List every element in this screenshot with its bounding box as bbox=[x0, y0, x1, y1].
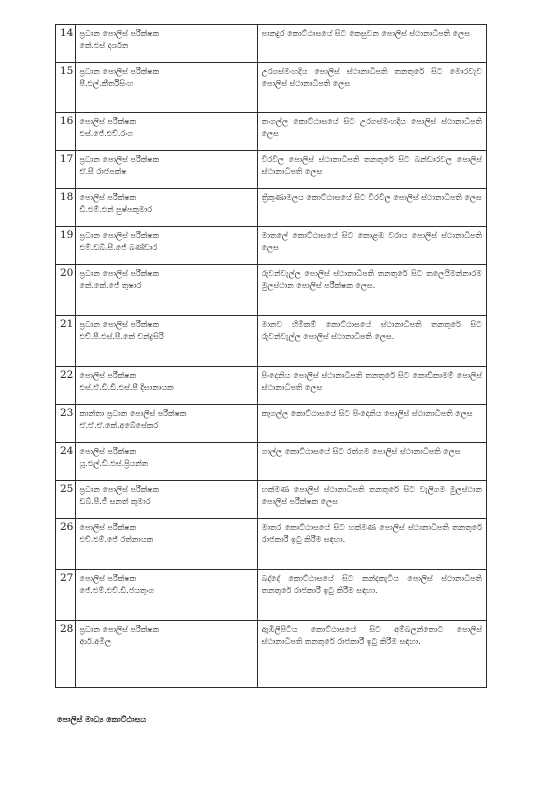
row-number: 26 bbox=[56, 519, 76, 570]
officer-rank: පොලිස් පරීක්ෂක bbox=[79, 117, 137, 126]
table-row bbox=[56, 443, 487, 481]
officer-rank: ප්‍රධාන පොලිස් පරීක්ෂක bbox=[79, 269, 160, 278]
row-number: 28 bbox=[56, 621, 76, 688]
officer-rank: පොලිස් පරීක්ෂක bbox=[79, 523, 137, 532]
row-number: 19 bbox=[56, 227, 76, 265]
transfer-details: හක්මණ පොලිස් ස්ථානාධිපති තනතුරේ සිට වැලිගම මුලස්ථාන පොලිස් පරීක්ෂක ලෙස bbox=[257, 481, 486, 519]
officer-cell bbox=[75, 189, 257, 227]
officer-rank: ප්‍රධාන පොලිස් පරීක්ෂක bbox=[79, 67, 160, 76]
officer-cell bbox=[75, 25, 257, 63]
officer-name: එච්.පී.එස්.පී.කේ චන්ද්‍රසිරි bbox=[79, 332, 164, 341]
officer-name: ඩබ්.පී.ජී සනත් කුමාර bbox=[79, 497, 151, 506]
row-number: 27 bbox=[56, 570, 76, 621]
transfer-details: තංගල්ල කොට්ඨාසයේ සිට උරගස්මංහදිය පොලිස් ස්ථානාධිපති ලෙස bbox=[257, 113, 486, 151]
row-number: 22 bbox=[56, 367, 76, 405]
row-number: 25 bbox=[56, 481, 76, 519]
row-number: 14 bbox=[56, 25, 76, 63]
table-row bbox=[56, 25, 487, 63]
row-number: 24 bbox=[56, 443, 76, 481]
officer-rank: පොලිස් පරීක්ෂක bbox=[79, 193, 137, 202]
officer-rank: ප්‍රධාන පොලිස් පරීක්ෂක bbox=[79, 29, 160, 38]
transfer-table-body bbox=[56, 25, 487, 688]
table-row bbox=[56, 405, 487, 443]
officer-rank: ප්‍රධාන පොලිස් පරීක්ෂක bbox=[79, 155, 160, 164]
row-number: 21 bbox=[56, 316, 76, 367]
officer-cell bbox=[75, 367, 257, 405]
row-number: 23 bbox=[56, 405, 76, 443]
transfer-details: රුවන්වැල්ල පොලිස් ස්ථානාධිපති තනතුරේ සිට තලෙයිමන්නාරම මුලස්ථාන පොලිස් පරීක්ෂක ලෙස. bbox=[257, 265, 486, 316]
transfer-details: මාතලේ කොට්ඨාසයේ සිට කොළඹ වරාය පොලිස් ස්ථානාධිපති ලෙස bbox=[257, 227, 486, 265]
officer-rank: පොලිස් පරීක්ෂක bbox=[79, 574, 137, 583]
table-row bbox=[56, 316, 487, 367]
division-heading: පොලිස් මාධ්‍ය කොට්ඨාසය bbox=[57, 715, 147, 724]
officer-name: ඒ.ඒ.ඒ.කේ.අබේසේකර bbox=[79, 421, 159, 430]
officer-rank: කාන්තා ප්‍රධාන පොලිස් පරීක්ෂක bbox=[79, 409, 187, 418]
officer-cell bbox=[75, 405, 257, 443]
officer-rank: පොලිස් පරීක්ෂක bbox=[79, 447, 137, 456]
officer-name: ඒ.සී රාජපක්ෂ bbox=[79, 167, 127, 176]
transfer-details: ගාල්ල කොට්ඨාසයේ සිට රත්ගම පොලිස් ස්ථානාධිපති ලෙස bbox=[257, 443, 486, 481]
table-row bbox=[56, 367, 487, 405]
officer-rank: ප්‍රධාන පොලිස් පරීක්ෂක bbox=[79, 231, 160, 240]
officer-cell bbox=[75, 113, 257, 151]
transfer-details: මානව හිමිකම් කොට්ඨාසයේ ස්ථානාධිපති තනතුරේ සිට රුවන්වැල්ල පොලිස් ස්ථානාධිපති ලෙස. bbox=[257, 316, 486, 367]
transfer-table bbox=[55, 24, 487, 688]
transfer-details: කෑගල්ල කොට්ඨාසයේ සිට පිංදෙනිය පොලිස් ස්ථානාධිපති ලෙස bbox=[257, 405, 486, 443]
officer-cell bbox=[75, 443, 257, 481]
officer-name: ඩී.එම්.එන් පුෂ්පකුමාර bbox=[79, 205, 153, 214]
officer-name: එච්.එම්.ජේ රත්නායක bbox=[79, 535, 154, 544]
officer-name: එස්.ඒ.ඩී.ඩී.එස්.පී දිසානායක bbox=[79, 383, 174, 392]
officer-rank: ප්‍රධාන පොලිස් පරීක්ෂක bbox=[79, 625, 160, 634]
row-number: 17 bbox=[56, 151, 76, 189]
officer-rank: පොලිස් පරීක්ෂක bbox=[79, 371, 137, 380]
officer-rank: ප්‍රධාන පොලිස් පරීක්ෂක bbox=[79, 485, 160, 494]
table-row bbox=[56, 481, 487, 519]
officer-cell bbox=[75, 519, 257, 570]
officer-name: කේ.කේ.ජේ තුෂාර bbox=[79, 281, 142, 290]
officer-name: එස්.ජේ.එච්.රංග bbox=[79, 129, 133, 138]
table-row bbox=[56, 151, 487, 189]
transfer-details: මාතර කොට්ඨාසයේ සිට හක්මණ පොලිස් ස්ථානාධිපති තනතුරේ රාජකාරී ඉටු කිරීම සඳහා. bbox=[257, 519, 486, 570]
officer-cell bbox=[75, 63, 257, 113]
officer-name: එම්.ඩබ්.සී.ජේ බණ්ඩාර bbox=[79, 243, 158, 252]
row-number: 18 bbox=[56, 189, 76, 227]
transfer-details: ඇඹිලිපිටිය කොට්ඨාසයේ සිට අම්බලන්තොට පොලිස් ස්ථානාධිපති තනතුරේ රාජකාරී ඉටු කිරීම සඳහා. bbox=[257, 621, 486, 688]
row-number: 16 bbox=[56, 113, 76, 151]
table-row bbox=[56, 570, 487, 621]
officer-cell bbox=[75, 151, 257, 189]
row-number: 15 bbox=[56, 63, 76, 113]
officer-cell bbox=[75, 481, 257, 519]
transfer-details: ත්‍රිකුණාමලය කොට්ඨාසයේ සිට වීරවිල පොලිස් ස්ථානාධිපති ලෙස bbox=[257, 189, 486, 227]
officer-name: ආර්.අමිල bbox=[79, 637, 112, 646]
transfer-details: වීරවිල පොලිස් ස්ථානාධිපති තනතුරේ සිට බන්ඩාරවල පොලිස් ස්ථානාධිපති ලෙස bbox=[257, 151, 486, 189]
officer-name: පී.එල්.කීර්තිසිංහ bbox=[79, 79, 134, 88]
table-row bbox=[56, 519, 487, 570]
officer-cell bbox=[75, 227, 257, 265]
row-number: 20 bbox=[56, 265, 76, 316]
officer-name: කේ.එස් දර්ශන bbox=[79, 41, 129, 50]
officer-cell bbox=[75, 265, 257, 316]
table-row bbox=[56, 227, 487, 265]
table-row bbox=[56, 621, 487, 688]
transfer-details: පිංදෙනිය පොලිස් ස්ථානාධිපති තනතුරේ සිට කොඩිකාමම් පොලිස් ස්ථානාධිපති ලෙස bbox=[257, 367, 486, 405]
table-row bbox=[56, 189, 487, 227]
officer-name: යූ.එල්.ඩී.එස්.ප්‍රියන්ත bbox=[79, 459, 149, 468]
transfer-details: පානදුර කොට්ඨාසයේ සිට කෙසුවන පොලිස් ස්ථානාධිපති ලෙස bbox=[257, 25, 486, 63]
officer-cell bbox=[75, 570, 257, 621]
table-row bbox=[56, 113, 487, 151]
transfer-details: බද්දේ කොට්ඨාසයේ සිට කන්දකැටිය පොලිස් ස්ථානාධිපති තනතුරේ රාජකාරී ඉටු කිරීම සඳහා. bbox=[257, 570, 486, 621]
officer-cell bbox=[75, 316, 257, 367]
officer-cell bbox=[75, 621, 257, 688]
transfer-details: උරගස්මංහදිය පොලිස් ස්ථානාධිපති තනතුරේ සිට මොරවැව පොලිස් ස්ථානාධිපති ලෙස bbox=[257, 63, 486, 113]
table-row bbox=[56, 63, 487, 113]
officer-name: ජේ.එම්.එච්.ඩී.ජයතුංග bbox=[79, 586, 155, 595]
table-row bbox=[56, 265, 487, 316]
officer-rank: ප්‍රධාන පොලිස් පරීක්ෂක bbox=[79, 320, 160, 329]
